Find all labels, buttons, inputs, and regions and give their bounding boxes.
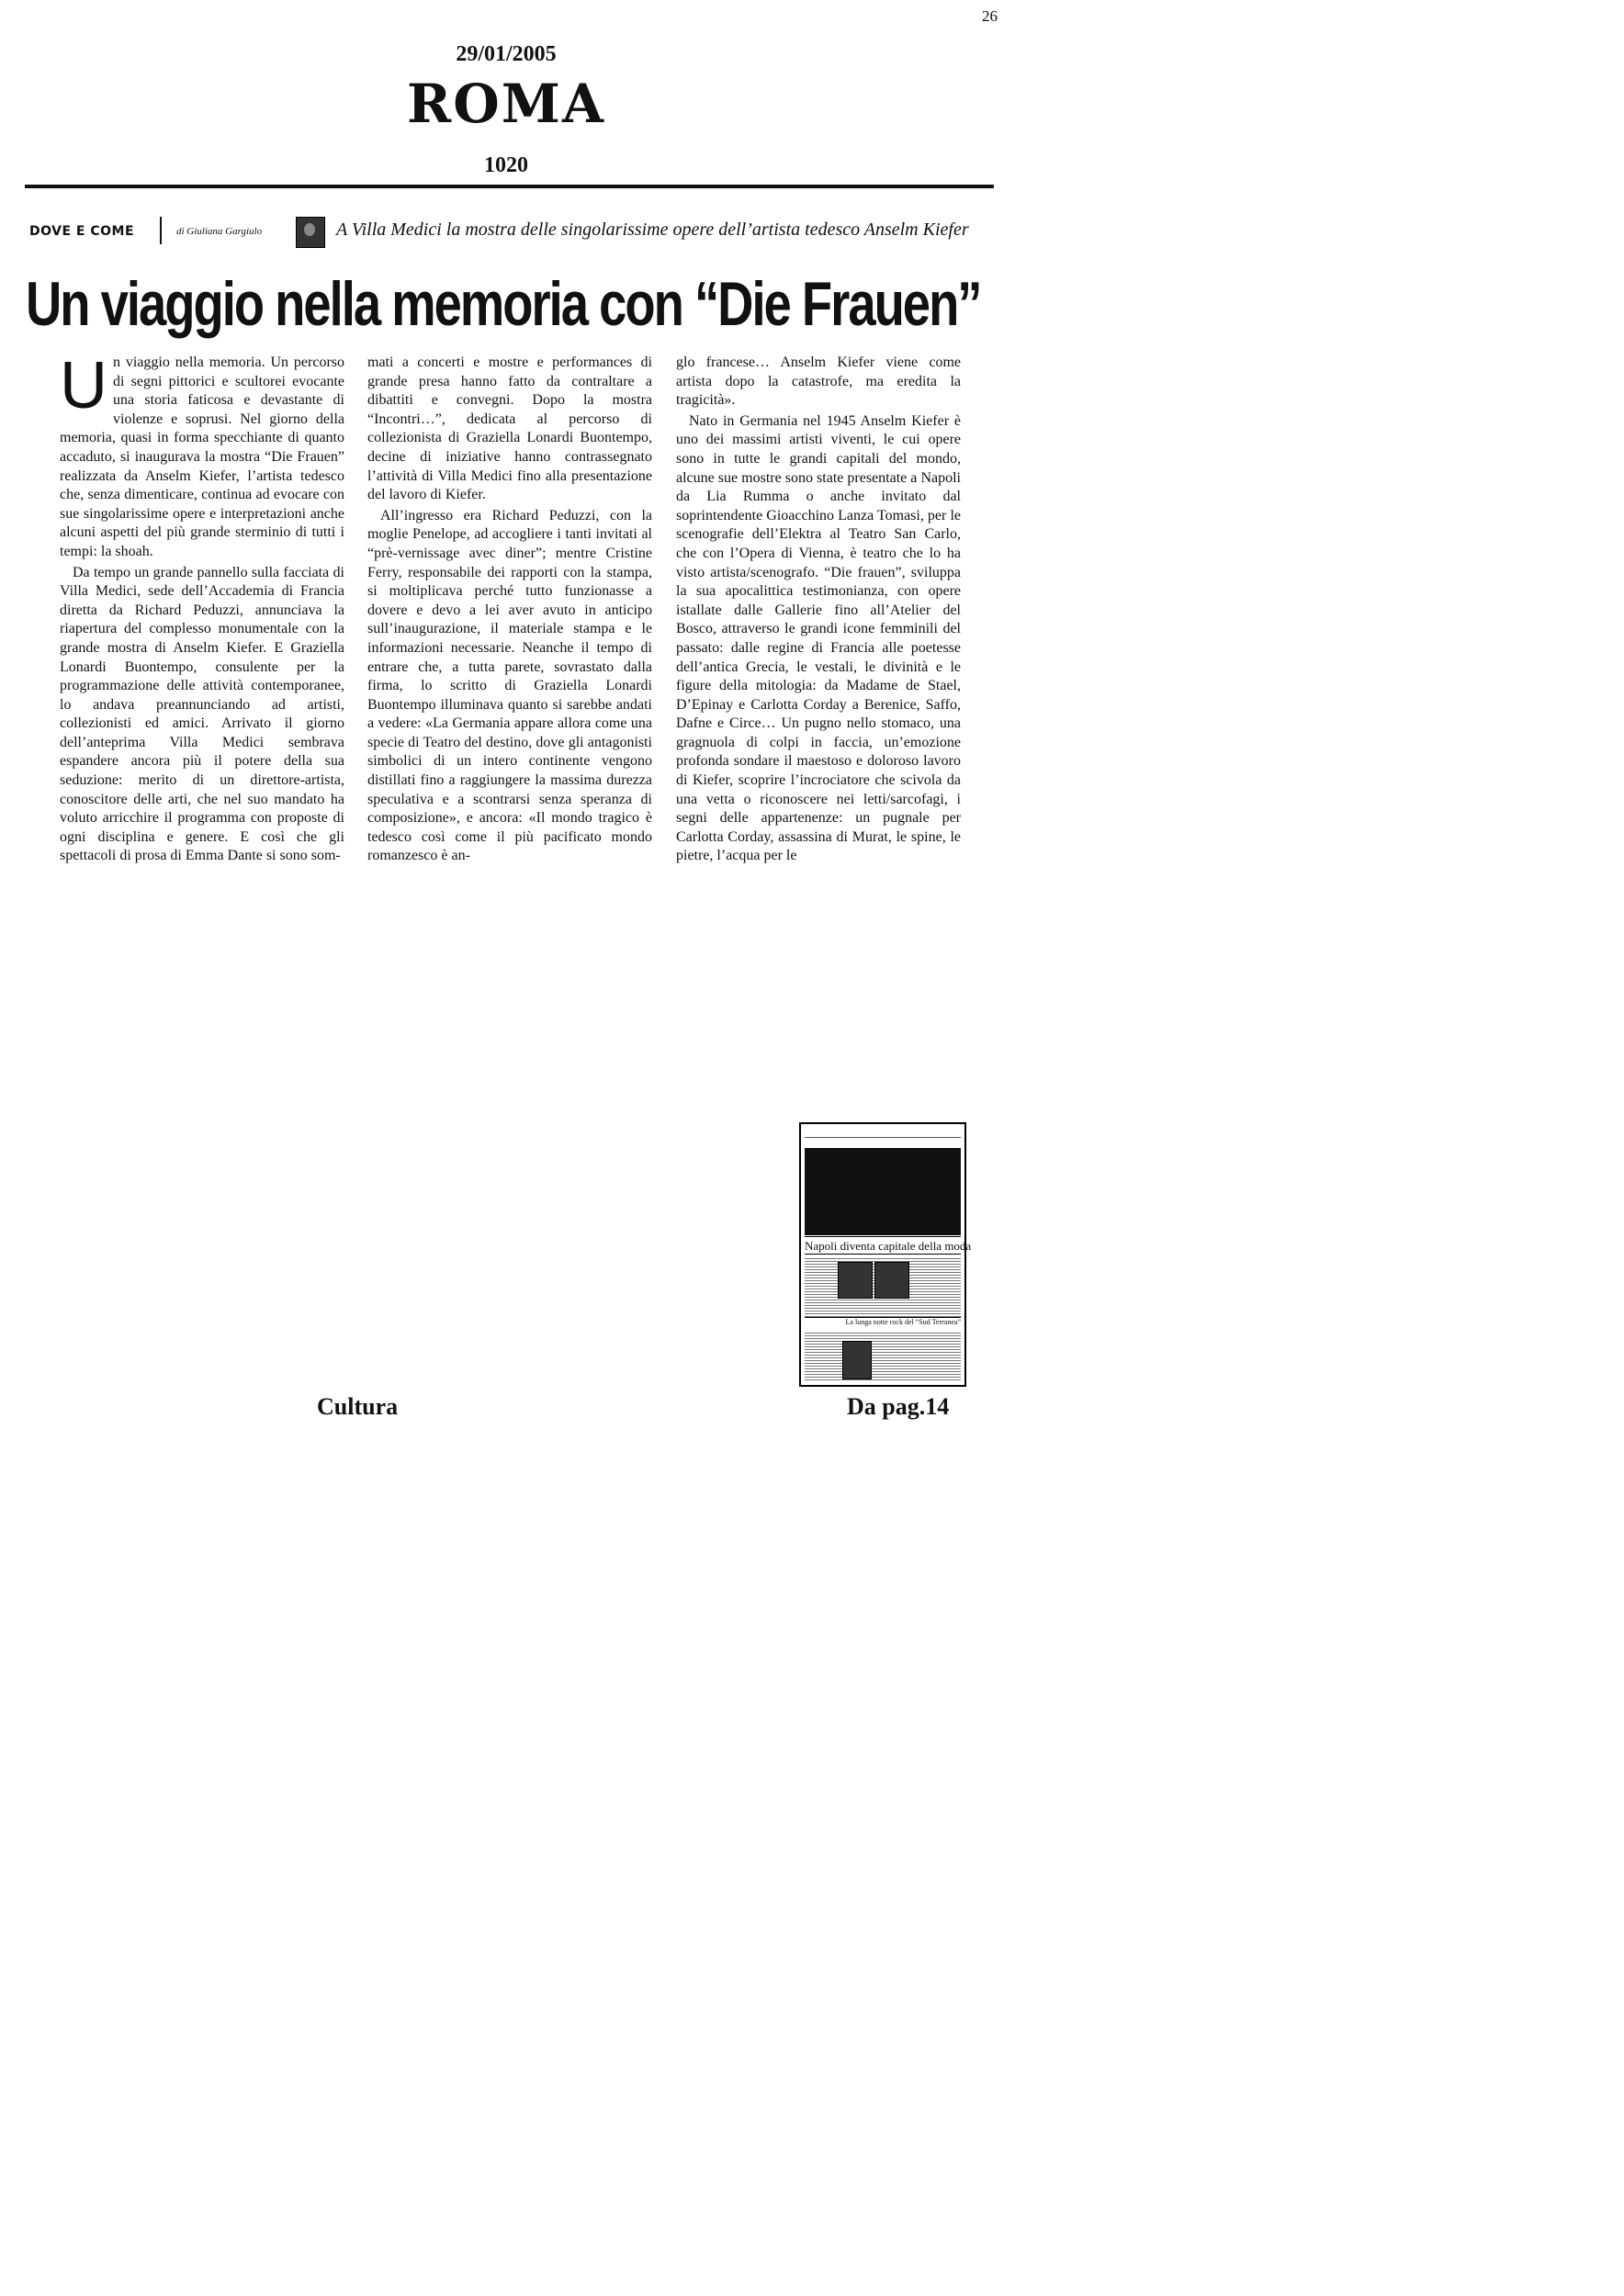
paragraph: Da tempo un grande pannello sulla facciata di Villa Medici, sede dell’Accademia di Francia diretta da Richard Peduzzi, annunciava la riapertura del complesso monumentale con la grande mostra di Anselm Kiefer. E Graziella Lonardi Buontempo, consulente per la programmazione delle attività contemporanee, lo andava preannunciando ad artisti, collezionisti ed amici. Arrivato il giorno dell’anteprima Villa Medici sembrava espandere ancora più il potere della sua seduzione: merito di un direttore-artista, conoscitore delle arti, che nel suo mandato ha voluto arricchire il programma con proposte di ogni disciplina e genere. E così che gli spettacoli di prosa di Emma Dante si sono som- [60, 564, 344, 864]
thumbnail-subheadline: La lunga notte rock del “Sud Terranea” [845, 1318, 961, 1326]
thumbnail-photo [842, 1341, 872, 1379]
paragraph: All’ingresso era Richard Peduzzi, con la moglie Penelope, ad accogliere i tanti invitati al “prè-vernissage avec diner”; mentre Cristine Ferry, responsabile dei rapporti con la stampa, si moltiplicava perché tutto funzionasse a dovere e devo a lei aver avuto in anticipo sull’inaugurazione, il materiale stampa e le informazioni necessarie. Neanche il tempo di entrare che, a tutta parete, sovrastato dalla firma, lo scritto di Graziella Lonardi Buontempo illuminava quanto si sarebbe andati a vedere: «La Germania appare allora come una specie di Teatro del destino, dove gli antagonisti simbolici di un intero continente vengono distillati fino a raggiungere la massima durezza speculativa e a scontrarsi senza speranza di composizione», e ancora: «Il mondo tragico è tedesco così come il più pacificato mondo romanzesco è an- [367, 507, 652, 864]
paragraph: glo francese… Anselm Kiefer viene come artista dopo la catastrofe, ma eredita la tragicità». [676, 355, 961, 409]
paragraph: Un viaggio nella memoria. Un percorso di segni pittorici e scultorei evocante una storia faticosa e devastante di violenze e soprusi. Nel giorno della memoria, quasi in forma specchiante di quanto accaduto, si inaugurava la mostra “Die Frauen” realizzata da Anselm Kiefer, l’artista tedesco che, senza dimenticare, continua ad evocare con sue singolarissime opere e interpretazioni anche alcuni aspetti del più grande sterminio di tutti i tempi: la shoah. [60, 349, 344, 559]
author-byline: di Giuliana Gargiulo [176, 226, 263, 237]
thumbnail-headline-band [805, 1236, 972, 1255]
paragraph: mati a concerti e mostre e performances di grande presa hanno fatto da contraltare a dibattiti e convegni. Dopo la mostra “Incontri…”, dedicata al percorso di collezionista di Graziella Lonardi Buontempo, decine di iniziative hanno contrassegnato l’attività di Villa Medici fino alla presentazione del lavoro di Kiefer. [367, 355, 652, 503]
thumbnail-photo [838, 1262, 873, 1299]
thumbnail-header [805, 1128, 961, 1138]
thumbnail-subheadline-band [805, 1317, 961, 1331]
thumbnail-photo [874, 1262, 909, 1299]
author-photo [296, 217, 325, 248]
section-footer: Cultura [317, 1393, 399, 1420]
article-column-2 [367, 354, 652, 866]
thumbnail-image-block [805, 1148, 961, 1235]
page-number: 26 [982, 7, 998, 25]
header-rule [25, 185, 994, 188]
source-page-footer: Da pag.14 [847, 1393, 950, 1420]
paragraph: Nato in Germania nel 1945 Anselm Kiefer è uno dei massimi artisti viventi, le cui opere sono in tutte le grandi capitali del mondo, alcune sue mostre sono state presentate a Napoli da Lia Rumma o anche invitato dal soprintendente Gioacchino Lanza Tomasi, per le scenografie dell’Elektra al Teatro San Carlo, che con l’Opera di Vienna, è teatro che lo ha visto artista/scenografo. “Die frauen”, sviluppa la sua apocalittica testimonianza, con opere istallate dalle Gallerie fino all’Atelier del Bosco, attraverso le grandi icone femminili del passato: dalle regine di Francia alle poetesse dell’antica Grecia, le vestali, le divinità e le figure della mitologia: da Madame de Stael, D’Epinay e Carlotta Corday a Berenice, Saffo, Dafne e Circe… Un pugno nello stomaco, una gragnuola di colpi in faccia, un’emozione profonda sondare il maestoso e doloroso lavoro di Kiefer, scoprire l’incrociatore che scivola da una vetta o riconoscere nei letti/sarcofagi, i segni delle appartenenze: un pugnale per Carlotta Corday, assassina di Murat, le spine, le pietre, l’acqua per le [676, 412, 961, 864]
newspaper-masthead: ROMA [407, 73, 605, 135]
section-label: DOVE E COME [29, 224, 135, 239]
article-column-3 [676, 354, 961, 866]
clipping-code: 1020 [484, 153, 528, 177]
article-kicker [28, 213, 992, 250]
publication-date: 29/01/2005 [456, 42, 557, 66]
article-column-1 [60, 349, 344, 866]
kicker-divider [160, 217, 162, 244]
thumbnail-headline: Napoli diventa capitale della moda [805, 1239, 972, 1253]
article-subheadline: A Villa Medici la mostra delle singolarissime opere dell’artista tedesco Anselm Kiefer [336, 219, 969, 240]
page-thumbnail [799, 1122, 972, 1387]
article-headline: Un viaggio nella memoria con “Die Frauen” [26, 269, 981, 339]
drop-cap: U [60, 349, 107, 422]
